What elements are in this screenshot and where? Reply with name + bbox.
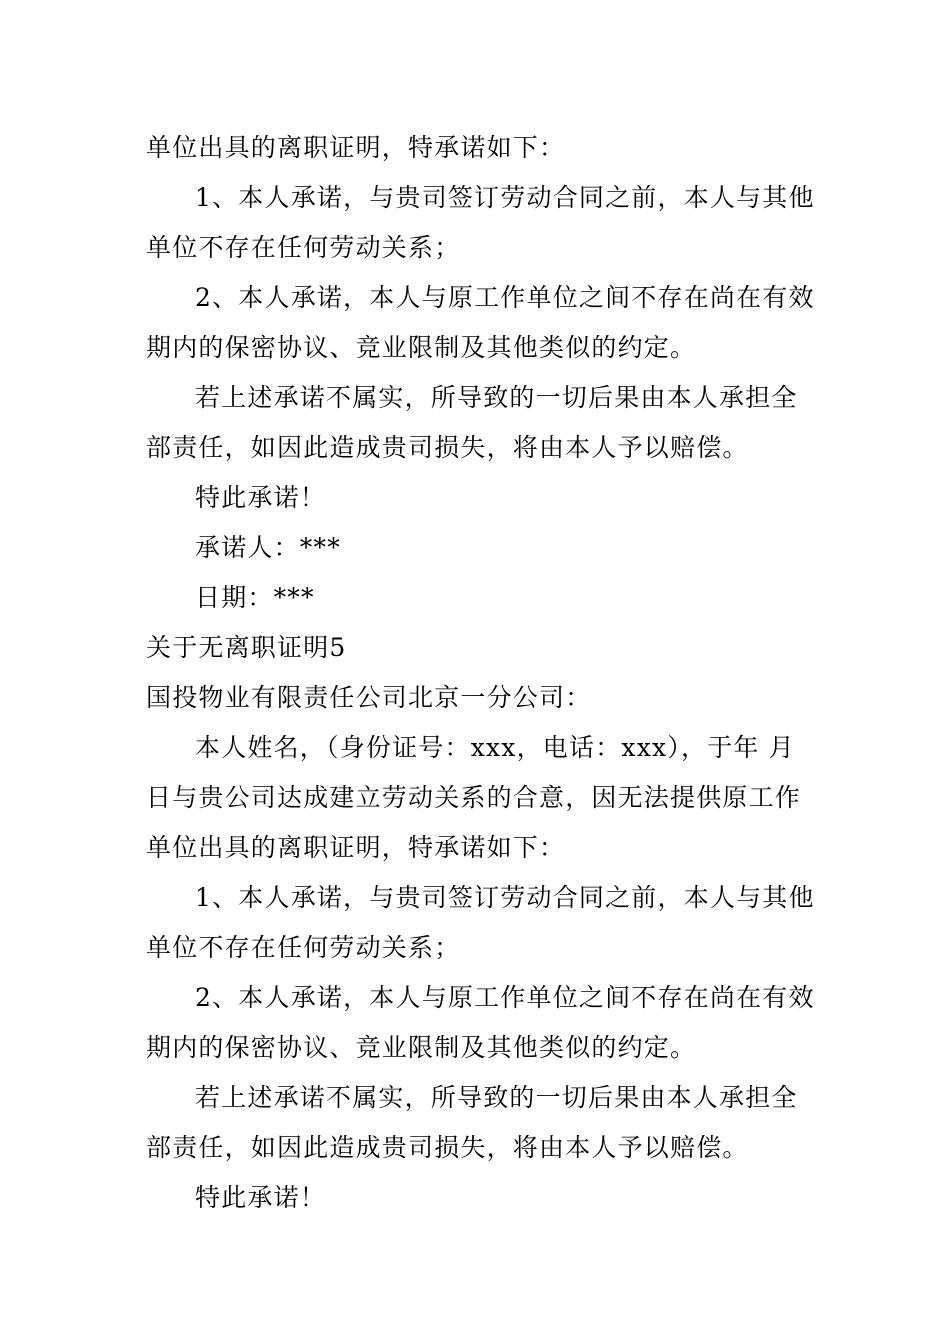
date-line: 日期：*** xyxy=(195,583,315,612)
paragraph-line: 若上述承诺不属实，所导致的一切后果由本人承担全 xyxy=(195,1083,798,1112)
paragraph-line: 单位不存在任何劳动关系； xyxy=(146,233,461,262)
paragraph-line: 期内的保密协议、竞业限制及其他类似的约定。 xyxy=(146,333,697,362)
section-heading: 关于无离职证明5 xyxy=(146,633,347,662)
paragraph-line: 期内的保密协议、竞业限制及其他类似的约定。 xyxy=(146,1033,697,1062)
paragraph-line: 本人姓名，（身份证号：xxx，电话：xxx），于年 月 xyxy=(195,733,795,762)
closing-line: 特此承诺！ xyxy=(195,483,327,512)
signatory-line: 承诺人：*** xyxy=(195,533,341,562)
paragraph-line: 日与贵公司达成建立劳动关系的合意，因无法提供原工作 xyxy=(146,783,802,812)
addressee-line: 国投物业有限责任公司北京一分公司： xyxy=(146,683,592,712)
paragraph-line: 2、本人承诺，本人与原工作单位之间不存在尚在有效 xyxy=(195,283,815,312)
paragraph-line: 部责任，如因此造成贵司损失，将由本人予以赔偿。 xyxy=(146,433,749,462)
paragraph-line: 1、本人承诺，与贵司签订劳动合同之前，本人与其他 xyxy=(195,883,815,912)
paragraph-line: 单位出具的离职证明，特承诺如下： xyxy=(146,833,566,862)
closing-line: 特此承诺！ xyxy=(195,1183,327,1212)
paragraph-line: 2、本人承诺，本人与原工作单位之间不存在尚在有效 xyxy=(195,983,815,1012)
paragraph-line: 若上述承诺不属实，所导致的一切后果由本人承担全 xyxy=(195,383,798,412)
paragraph-line: 部责任，如因此造成贵司损失，将由本人予以赔偿。 xyxy=(146,1133,749,1162)
paragraph-line: 单位不存在任何劳动关系； xyxy=(146,933,461,962)
paragraph-line: 单位出具的离职证明，特承诺如下： xyxy=(146,133,566,162)
paragraph-line: 1、本人承诺，与贵司签订劳动合同之前，本人与其他 xyxy=(195,183,815,212)
